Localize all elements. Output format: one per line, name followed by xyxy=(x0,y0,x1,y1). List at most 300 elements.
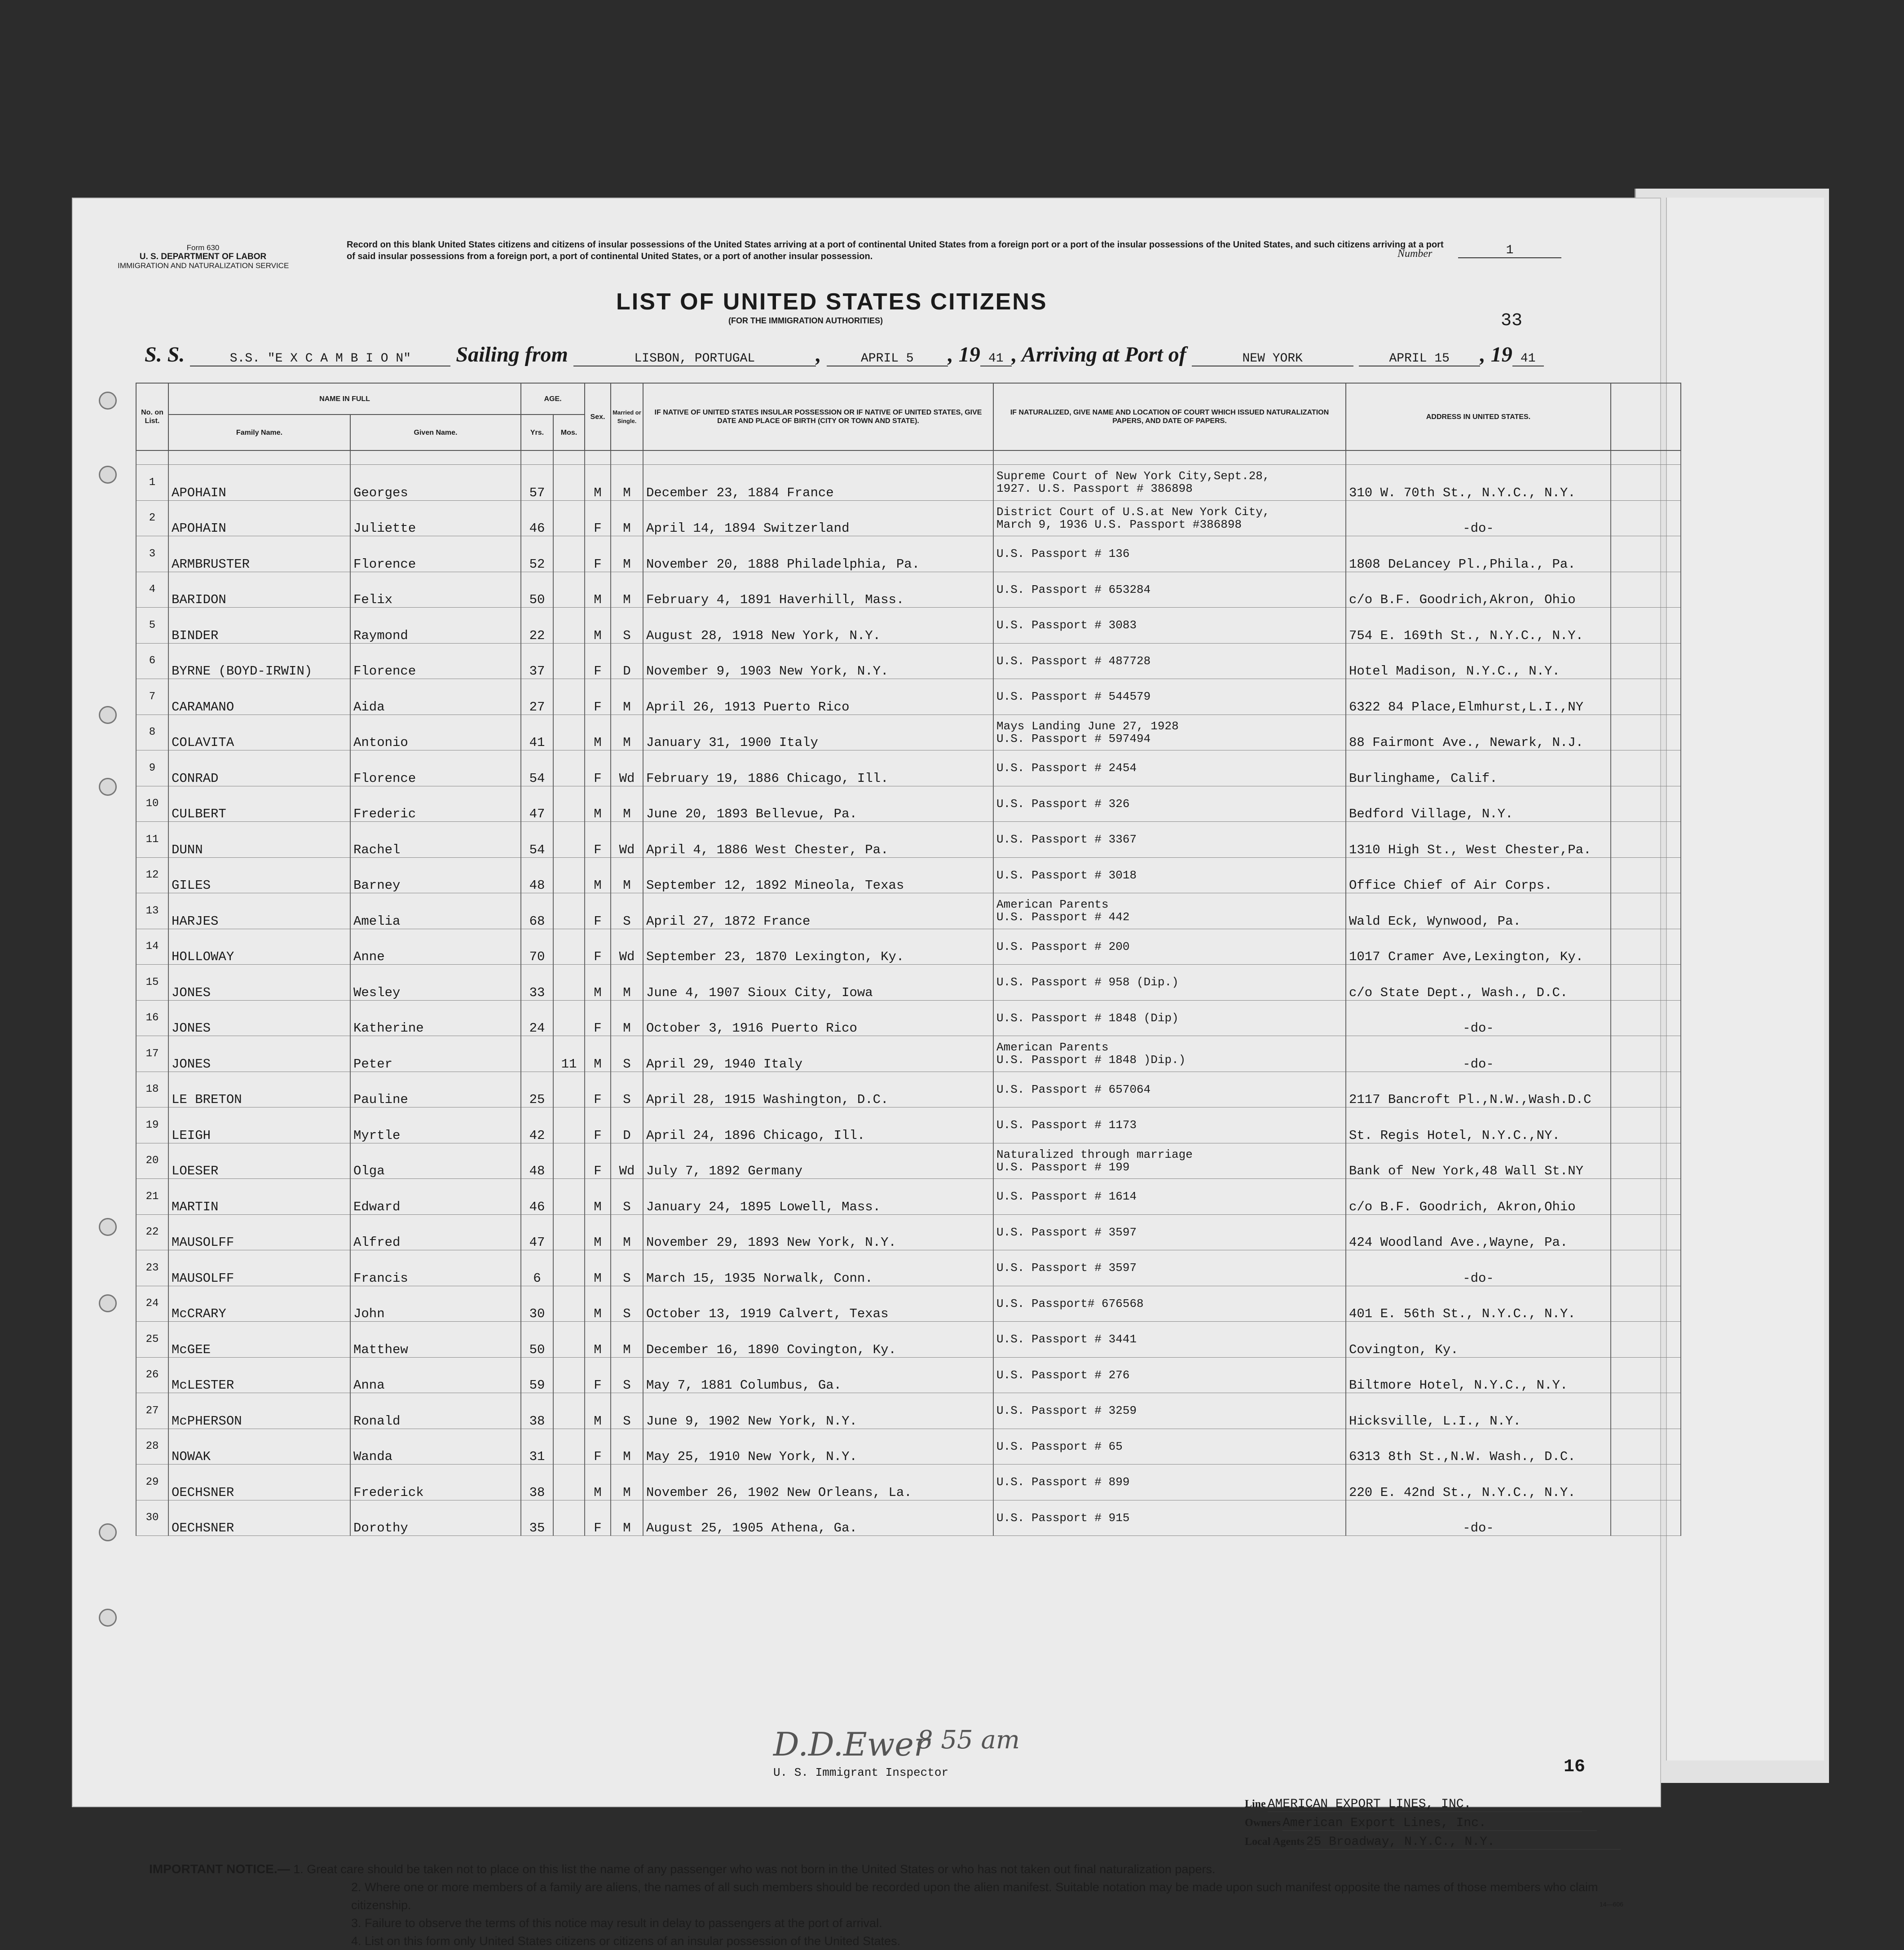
naturalization-info xyxy=(993,500,1346,536)
marital-status: Wd xyxy=(611,929,643,965)
binder-hole xyxy=(99,778,117,796)
service: IMMIGRATION AND NATURALIZATION SERVICE xyxy=(118,261,289,270)
family-name: DUNN xyxy=(168,822,350,858)
naturalization-info xyxy=(993,715,1346,750)
list-number: 1 xyxy=(136,465,168,501)
agents-row xyxy=(1245,1835,1621,1850)
given-name: Amelia xyxy=(350,893,521,929)
list-number: 30 xyxy=(136,1500,168,1536)
list-number: 6 xyxy=(136,643,168,679)
blank-cell xyxy=(1611,715,1681,750)
address: 310 W. 70th St., N.Y.C., N.Y. xyxy=(1346,465,1611,501)
age-months xyxy=(553,643,585,679)
binder-hole xyxy=(99,1609,117,1627)
sex: M xyxy=(585,608,611,644)
family-name: OECHSNER xyxy=(168,1500,350,1536)
naturalization-info xyxy=(993,893,1346,929)
page-subtitle: (FOR THE IMMIGRATION AUTHORITIES) xyxy=(728,316,883,325)
sex: F xyxy=(585,643,611,679)
address: -do- xyxy=(1346,1000,1611,1036)
birth-info: November 26, 1902 New Orleans, La. xyxy=(643,1465,993,1500)
form-number: Form 630 xyxy=(186,243,220,252)
birth-info: July 7, 1892 Germany xyxy=(643,1143,993,1179)
naturalization-info xyxy=(993,1357,1346,1393)
blank-cell xyxy=(1611,572,1681,608)
blank-cell xyxy=(1611,857,1681,893)
sex: F xyxy=(585,679,611,715)
address: c/o State Dept., Wash., D.C. xyxy=(1346,965,1611,1001)
passport-info: U.S. Passport# 676568 xyxy=(996,1297,1144,1310)
address: Office Chief of Air Corps. xyxy=(1346,857,1611,893)
list-number: 18 xyxy=(136,1072,168,1107)
sex: F xyxy=(585,893,611,929)
age-months xyxy=(553,1322,585,1358)
page-title: LIST OF UNITED STATES CITIZENS xyxy=(616,289,1048,315)
marital-status: S xyxy=(611,1072,643,1107)
age-years: 50 xyxy=(521,1322,553,1358)
age-years: 35 xyxy=(521,1500,553,1536)
age-years: 24 xyxy=(521,1000,553,1036)
birth-info: November 20, 1888 Philadelphia, Pa. xyxy=(643,536,993,572)
address: 2117 Bancroft Pl.,N.W.,Wash.D.C xyxy=(1346,1072,1611,1107)
age-years xyxy=(521,1036,553,1072)
naturalization-info xyxy=(993,857,1346,893)
marital-status: D xyxy=(611,1107,643,1143)
marital-status: M xyxy=(611,1500,643,1536)
blank-cell xyxy=(1611,965,1681,1001)
age-months xyxy=(553,1000,585,1036)
passport-info: U.S. Passport # 200 xyxy=(996,940,1130,953)
sex: F xyxy=(585,1000,611,1036)
naturalization-info xyxy=(993,1000,1346,1036)
birth-info: January 24, 1895 Lowell, Mass. xyxy=(643,1179,993,1215)
blank-cell xyxy=(1611,1250,1681,1286)
age-months xyxy=(553,1393,585,1429)
family-name: JONES xyxy=(168,1036,350,1072)
table-row xyxy=(136,679,1681,715)
age-months xyxy=(553,572,585,608)
age-months xyxy=(553,1500,585,1536)
marital-status: Wd xyxy=(611,1143,643,1179)
naturalization-info xyxy=(993,750,1346,786)
col-sex: Sex. xyxy=(585,383,611,450)
age-years: 46 xyxy=(521,1179,553,1215)
naturalization-info xyxy=(993,1500,1346,1536)
table-row xyxy=(136,1393,1681,1429)
table-row xyxy=(136,1107,1681,1143)
sex: F xyxy=(585,750,611,786)
owners-value: American Export Lines, Inc. xyxy=(1283,1816,1597,1831)
sex: F xyxy=(585,1072,611,1107)
marital-status: Wd xyxy=(611,750,643,786)
col-given-name: Given Name. xyxy=(350,415,521,450)
given-name: Aida xyxy=(350,679,521,715)
binder-hole xyxy=(99,466,117,484)
birth-info: April 27, 1872 France xyxy=(643,893,993,929)
naturalization-info xyxy=(993,929,1346,965)
marital-status: M xyxy=(611,1000,643,1036)
naturalization-court: District Court of U.S.at New York City, xyxy=(996,505,1270,519)
naturalization-info xyxy=(993,1465,1346,1500)
sex: F xyxy=(585,1107,611,1143)
list-number: 2 xyxy=(136,500,168,536)
sex: M xyxy=(585,1036,611,1072)
age-months xyxy=(553,1143,585,1179)
ss-label: S. S. xyxy=(145,343,185,366)
passport-info: U.S. Passport # 1848 (Dip) xyxy=(996,1011,1179,1025)
age-months xyxy=(553,1107,585,1143)
sex: F xyxy=(585,500,611,536)
list-number: 27 xyxy=(136,1393,168,1429)
family-name: HARJES xyxy=(168,893,350,929)
address: St. Regis Hotel, N.Y.C.,NY. xyxy=(1346,1107,1611,1143)
address: 6313 8th St.,N.W. Wash., D.C. xyxy=(1346,1429,1611,1465)
given-name: Alfred xyxy=(350,1214,521,1250)
notice-item-4: 4. List on this form only United States citizens or citizens of an insular possession of the United States. xyxy=(351,1934,901,1948)
marital-status: S xyxy=(611,1250,643,1286)
passport-info: U.S. Passport # 915 xyxy=(996,1511,1130,1525)
naturalization-info xyxy=(993,1214,1346,1250)
age-years: 41 xyxy=(521,715,553,750)
table-row xyxy=(136,965,1681,1001)
naturalization-info xyxy=(993,1322,1346,1358)
agents-label: Local Agents xyxy=(1245,1836,1305,1848)
given-name: Barney xyxy=(350,857,521,893)
col-mos: Mos. xyxy=(553,415,585,450)
address: 1808 DeLancey Pl.,Phila., Pa. xyxy=(1346,536,1611,572)
passport-info: U.S. Passport # 597494 xyxy=(996,732,1151,746)
blank-cell xyxy=(1611,1036,1681,1072)
birth-info: September 23, 1870 Lexington, Ky. xyxy=(643,929,993,965)
given-name: Ronald xyxy=(350,1393,521,1429)
binder-hole xyxy=(99,1294,117,1312)
passport-info: U.S. Passport # 653284 xyxy=(996,582,1151,596)
notice-item-3: 3. Failure to observe the terms of this notice may result in delay to passengers at the port of arrival. xyxy=(351,1916,882,1930)
family-name: MAUSOLFF xyxy=(168,1214,350,1250)
family-name: BARIDON xyxy=(168,572,350,608)
blank-cell xyxy=(1611,822,1681,858)
given-name: Georges xyxy=(350,465,521,501)
given-name: Antonio xyxy=(350,715,521,750)
family-name: McPHERSON xyxy=(168,1393,350,1429)
marital-status: Wd xyxy=(611,822,643,858)
family-name: BYRNE (BOYD-IRWIN) xyxy=(168,643,350,679)
passport-info: U.S. Passport # 3259 xyxy=(996,1404,1137,1418)
sex: M xyxy=(585,965,611,1001)
family-name: ARMBRUSTER xyxy=(168,536,350,572)
passport-info: U.S. Passport # 544579 xyxy=(996,690,1151,704)
passport-info: U.S. Passport # 1173 xyxy=(996,1118,1137,1132)
table-row xyxy=(136,1000,1681,1036)
table-row xyxy=(136,857,1681,893)
naturalization-info xyxy=(993,1179,1346,1215)
backing-sheet-inner xyxy=(1666,198,1824,1760)
col-blank xyxy=(1611,383,1681,450)
marital-status: M xyxy=(611,679,643,715)
family-name: McCRARY xyxy=(168,1286,350,1322)
notice-heading: IMPORTANT NOTICE.— xyxy=(149,1862,290,1876)
owners-row xyxy=(1245,1816,1597,1831)
age-months xyxy=(553,715,585,750)
given-name: John xyxy=(350,1286,521,1322)
family-name: MARTIN xyxy=(168,1179,350,1215)
blank-cell xyxy=(1611,750,1681,786)
blank-cell xyxy=(1611,608,1681,644)
sex: F xyxy=(585,1357,611,1393)
naturalization-info xyxy=(993,643,1346,679)
naturalization-info xyxy=(993,572,1346,608)
blank-cell xyxy=(1611,1072,1681,1107)
given-name: Francis xyxy=(350,1250,521,1286)
departure-port: LISBON, PORTUGAL xyxy=(573,352,816,366)
birth-info: August 25, 1905 Athena, Ga. xyxy=(643,1500,993,1536)
birth-info: June 20, 1893 Bellevue, Pa. xyxy=(643,786,993,822)
marital-status: M xyxy=(611,965,643,1001)
blank-cell xyxy=(1611,1286,1681,1322)
blank-cell xyxy=(1611,536,1681,572)
sex: F xyxy=(585,536,611,572)
address: -do- xyxy=(1346,500,1611,536)
table-row xyxy=(136,822,1681,858)
birth-info: December 23, 1884 France xyxy=(643,465,993,501)
age-months xyxy=(553,822,585,858)
age-years: 48 xyxy=(521,857,553,893)
age-years: 50 xyxy=(521,572,553,608)
marital-status: D xyxy=(611,643,643,679)
marital-status: S xyxy=(611,1179,643,1215)
binder-hole xyxy=(99,1523,117,1541)
address: 1017 Cramer Ave,Lexington, Ky. xyxy=(1346,929,1611,965)
blank-cell xyxy=(1611,1000,1681,1036)
birth-info: June 4, 1907 Sioux City, Iowa xyxy=(643,965,993,1001)
age-years: 52 xyxy=(521,536,553,572)
table-row xyxy=(136,465,1681,501)
list-number: 15 xyxy=(136,965,168,1001)
sex: F xyxy=(585,1429,611,1465)
birth-info: March 15, 1935 Norwalk, Conn. xyxy=(643,1250,993,1286)
table-row xyxy=(136,536,1681,572)
list-number: 10 xyxy=(136,786,168,822)
passport-info: U.S. Passport # 1848 )Dip.) xyxy=(996,1053,1186,1067)
address: Burlinghame, Calif. xyxy=(1346,750,1611,786)
table-row xyxy=(136,572,1681,608)
age-years: 54 xyxy=(521,750,553,786)
family-name: COLAVITA xyxy=(168,715,350,750)
marital-status: M xyxy=(611,465,643,501)
age-years: 57 xyxy=(521,465,553,501)
inspector-title: U. S. Immigrant Inspector xyxy=(773,1766,949,1779)
table-row xyxy=(136,608,1681,644)
blank-cell xyxy=(1611,1179,1681,1215)
age-years: 47 xyxy=(521,1214,553,1250)
table-spacer-row xyxy=(136,450,1681,465)
address: Covington, Ky. xyxy=(1346,1322,1611,1358)
family-name: CARAMANO xyxy=(168,679,350,715)
naturalization-info xyxy=(993,536,1346,572)
blank-cell xyxy=(1611,465,1681,501)
address: Bank of New York,48 Wall St.NY xyxy=(1346,1143,1611,1179)
age-months xyxy=(553,536,585,572)
passport-info: U.S. Passport # 276 xyxy=(996,1368,1130,1382)
notice-item-1: 1. Great care should be taken not to place on this list the name of any passenger who was not born in the United States or who has not taken out final naturalization papers. xyxy=(293,1862,1216,1876)
sailing-year-prefix: 19 xyxy=(958,343,980,366)
birth-info: December 16, 1890 Covington, Ky. xyxy=(643,1322,993,1358)
inspector-signature: D.D.Ewer xyxy=(773,1725,930,1763)
naturalization-info xyxy=(993,1072,1346,1107)
list-number: 20 xyxy=(136,1143,168,1179)
col-birth: IF NATIVE OF UNITED STATES INSULAR POSSESSION OR IF NATIVE OF UNITED STATES, GIVE DATE AND PLACE OF BIRTH (CITY OR TOWN AND STATE). xyxy=(643,383,993,450)
blank-cell xyxy=(1611,1429,1681,1465)
table-row xyxy=(136,1465,1681,1500)
family-name: NOWAK xyxy=(168,1429,350,1465)
list-number: 25 xyxy=(136,1322,168,1358)
naturalization-court: American Parents xyxy=(996,898,1109,912)
address: c/o B.F. Goodrich, Akron,Ohio xyxy=(1346,1179,1611,1215)
sex: F xyxy=(585,929,611,965)
blank-cell xyxy=(1611,1214,1681,1250)
marital-status: M xyxy=(611,786,643,822)
family-name: McGEE xyxy=(168,1322,350,1358)
birth-info: June 9, 1902 New York, N.Y. xyxy=(643,1393,993,1429)
marital-status: S xyxy=(611,1036,643,1072)
given-name: Raymond xyxy=(350,608,521,644)
address: 401 E. 56th St., N.Y.C., N.Y. xyxy=(1346,1286,1611,1322)
family-name: APOHAIN xyxy=(168,465,350,501)
address: 220 E. 42nd St., N.Y.C., N.Y. xyxy=(1346,1465,1611,1500)
ship-name: S.S. "E X C A M B I O N" xyxy=(190,352,450,366)
age-months xyxy=(553,1072,585,1107)
table-row xyxy=(136,1072,1681,1107)
blank-cell xyxy=(1611,1322,1681,1358)
birth-info: August 28, 1918 New York, N.Y. xyxy=(643,608,993,644)
age-months xyxy=(553,500,585,536)
family-name: APOHAIN xyxy=(168,500,350,536)
given-name: Anna xyxy=(350,1357,521,1393)
age-years: 47 xyxy=(521,786,553,822)
passport-info: U.S. Passport # 1614 xyxy=(996,1190,1137,1204)
naturalization-info xyxy=(993,1143,1346,1179)
naturalization-info xyxy=(993,1286,1346,1322)
passport-info: U.S. Passport # 65 xyxy=(996,1439,1123,1453)
sex: M xyxy=(585,1214,611,1250)
age-years: 54 xyxy=(521,822,553,858)
table-row xyxy=(136,1179,1681,1215)
col-married: Married or Single. xyxy=(611,383,643,450)
age-months xyxy=(553,929,585,965)
age-years: 31 xyxy=(521,1429,553,1465)
given-name: Pauline xyxy=(350,1072,521,1107)
table-row xyxy=(136,1214,1681,1250)
col-yrs: Yrs. xyxy=(521,415,553,450)
table-row xyxy=(136,893,1681,929)
birth-info: February 19, 1886 Chicago, Ill. xyxy=(643,750,993,786)
family-name: McLESTER xyxy=(168,1357,350,1393)
family-name: CONRAD xyxy=(168,750,350,786)
table-row xyxy=(136,643,1681,679)
blank-cell xyxy=(1611,1143,1681,1179)
passport-info: U.S. Passport # 657064 xyxy=(996,1082,1151,1096)
birth-info: November 29, 1893 New York, N.Y. xyxy=(643,1214,993,1250)
naturalization-info xyxy=(993,1107,1346,1143)
age-years: 33 xyxy=(521,965,553,1001)
given-name: Florence xyxy=(350,750,521,786)
age-months xyxy=(553,679,585,715)
birth-info: May 7, 1881 Columbus, Ga. xyxy=(643,1357,993,1393)
given-name: Matthew xyxy=(350,1322,521,1358)
sailing-year: 41 xyxy=(980,352,1012,366)
age-years: 59 xyxy=(521,1357,553,1393)
age-months xyxy=(553,786,585,822)
table-row xyxy=(136,1250,1681,1286)
signature-time: 8 55 am xyxy=(917,1725,1020,1755)
sex: M xyxy=(585,1250,611,1286)
table-row xyxy=(136,786,1681,822)
notice-item-2: 2. Where one or more members of a family are aliens, the names of all such members should be recorded upon the alien manifest. Suitable notation may be made upon such manifest opposite the names of those members who claim citizenship. xyxy=(351,1880,1598,1912)
passport-info: 1927. U.S. Passport # 386898 xyxy=(996,482,1193,496)
passport-info: U.S. Passport # 899 xyxy=(996,1475,1130,1489)
naturalization-info xyxy=(993,1393,1346,1429)
age-years: 30 xyxy=(521,1286,553,1322)
sex: M xyxy=(585,1393,611,1429)
list-number: 9 xyxy=(136,750,168,786)
marital-status: M xyxy=(611,715,643,750)
age-months xyxy=(553,1179,585,1215)
blank-cell xyxy=(1611,893,1681,929)
binder-hole xyxy=(99,392,117,410)
age-years: 42 xyxy=(521,1107,553,1143)
table-row xyxy=(136,1286,1681,1322)
given-name: Juliette xyxy=(350,500,521,536)
folio-number: 16 xyxy=(1564,1757,1586,1777)
age-months: 11 xyxy=(553,1036,585,1072)
naturalization-info xyxy=(993,822,1346,858)
sex: M xyxy=(585,1286,611,1322)
arrival-year-prefix: 19 xyxy=(1490,343,1512,366)
sex: M xyxy=(585,1465,611,1500)
marital-status: M xyxy=(611,572,643,608)
naturalization-info xyxy=(993,786,1346,822)
list-number: 5 xyxy=(136,608,168,644)
line-row xyxy=(1245,1797,1582,1812)
list-number: 7 xyxy=(136,679,168,715)
sex: M xyxy=(585,1179,611,1215)
table-row xyxy=(136,1143,1681,1179)
given-name: Wesley xyxy=(350,965,521,1001)
passport-info: U.S. Passport # 199 xyxy=(996,1160,1130,1174)
col-name-in-full: NAME IN FULL xyxy=(168,383,521,415)
age-months xyxy=(553,1214,585,1250)
given-name: Olga xyxy=(350,1143,521,1179)
passport-info: U.S. Passport # 487728 xyxy=(996,654,1151,668)
naturalization-info xyxy=(993,1429,1346,1465)
list-number: 17 xyxy=(136,1036,168,1072)
table-row xyxy=(136,1036,1681,1072)
list-number: 12 xyxy=(136,857,168,893)
address: 754 E. 169th St., N.Y.C., N.Y. xyxy=(1346,608,1611,644)
birth-info: May 25, 1910 New York, N.Y. xyxy=(643,1429,993,1465)
agents-value: 25 Broadway, N.Y.C., N.Y. xyxy=(1306,1835,1621,1850)
given-name: Anne xyxy=(350,929,521,965)
family-name: OECHSNER xyxy=(168,1465,350,1500)
birth-info: April 14, 1894 Switzerland xyxy=(643,500,993,536)
blank-cell xyxy=(1611,1357,1681,1393)
address: 88 Fairmont Ave., Newark, N.J. xyxy=(1346,715,1611,750)
sex: M xyxy=(585,465,611,501)
table-row xyxy=(136,750,1681,786)
age-months xyxy=(553,893,585,929)
passenger-table xyxy=(136,383,1681,1536)
list-number: 4 xyxy=(136,572,168,608)
